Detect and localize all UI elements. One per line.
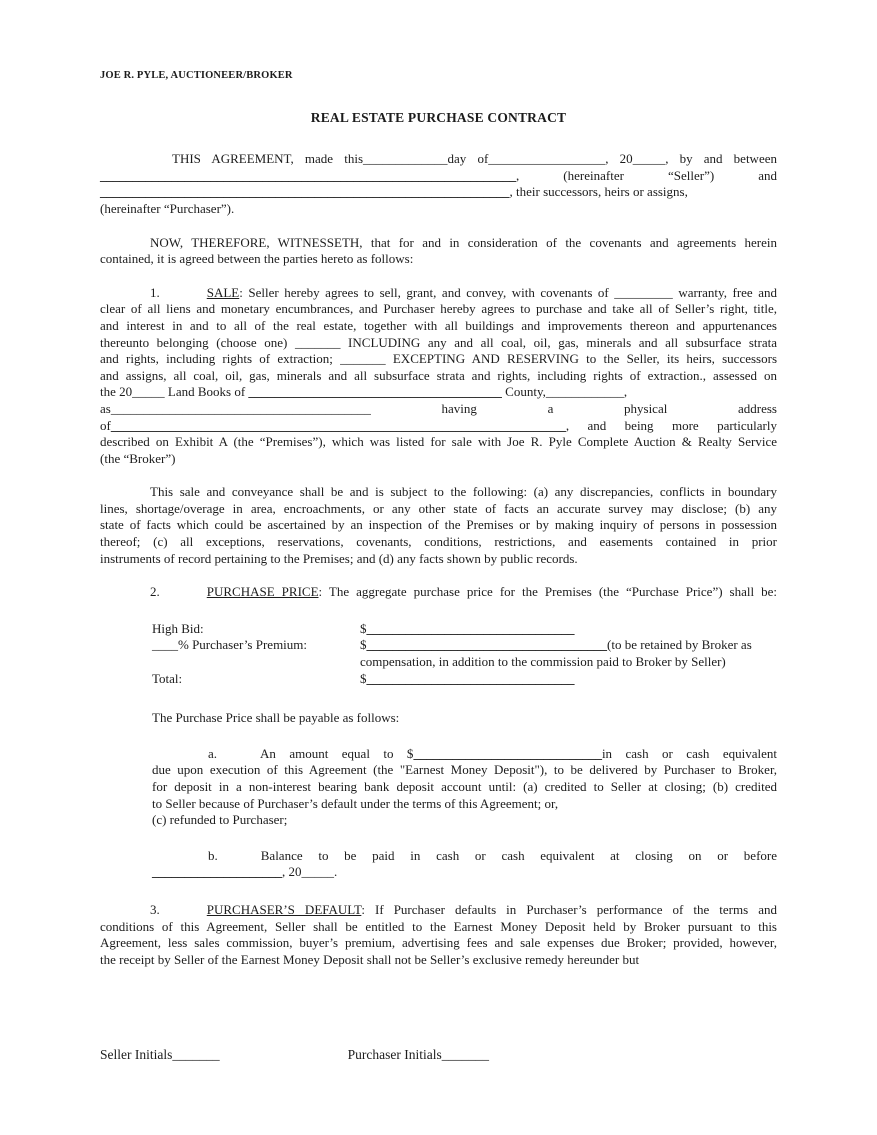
blank-choice-excepting: _______ <box>340 351 386 367</box>
text-run: compensation, in addition to the commission paid to Broker by Seller) <box>360 654 726 670</box>
text-line <box>100 351 777 368</box>
blank-seller-initials: _______ <box>172 1047 220 1062</box>
label-total: Total: <box>152 670 183 686</box>
text-run: . <box>334 864 338 880</box>
text-run: , by and between <box>665 151 777 167</box>
text-run: $ <box>360 670 367 686</box>
text-run: An amount equal to $ <box>260 745 414 761</box>
blank-high-bid-amount: ________________________________ <box>366 620 575 636</box>
initials-footer <box>100 1047 777 1064</box>
text-line <box>100 418 777 435</box>
blank-assessed-as: ________________________________________ <box>110 400 371 416</box>
text-run: thereof; (c) all exceptions, reservations, covenants, conditions, restrictions, and easements contained in prior <box>100 534 777 550</box>
list-letter: a. <box>208 745 218 761</box>
text-run: as <box>100 400 111 416</box>
text-line <box>152 864 777 881</box>
text-line <box>100 168 777 185</box>
text-line <box>100 434 777 451</box>
text-line <box>100 151 777 168</box>
text-run: of <box>100 417 111 433</box>
text-run: lines, shortage/overage in area, encroachments, or any other state of facts an accurate survey may disclose; (b) any <box>100 500 777 516</box>
text-line <box>100 235 777 252</box>
text-run: $ <box>360 620 367 636</box>
text-run: clear of all liens and monetary encumbrances, and Purchaser hereby agrees to purchase and take all of Seller’s right, title, <box>100 301 777 317</box>
section-heading: SALE <box>206 284 240 300</box>
blank-physical-address: ______________________________________________________________________ <box>110 417 566 433</box>
text-line <box>100 368 777 385</box>
text-line <box>152 812 777 829</box>
text-run: having a physical address <box>370 400 777 416</box>
text-line <box>152 621 777 638</box>
text-line <box>100 451 777 468</box>
blank-seller-name: ________________________________________________________________ <box>100 167 516 183</box>
text-line <box>100 551 777 568</box>
text-run: to Seller because of Purchaser’s default under the terms of this Agreement; or, <box>152 795 559 811</box>
section-3-purchasers-default <box>100 902 777 968</box>
tab-space <box>100 246 150 247</box>
page-content <box>100 68 777 968</box>
text-line <box>152 796 777 813</box>
blank-closing-year: _____ <box>301 864 334 880</box>
text-line <box>100 285 777 302</box>
blank-closing-date: ____________________ <box>152 864 282 880</box>
text-run: in cash or cash equivalent <box>601 745 777 761</box>
text-run: THIS AGREEMENT, made this <box>172 151 364 167</box>
text-line <box>100 584 777 601</box>
section-2-purchase-price <box>100 584 777 601</box>
paragraph-a-earnest-money <box>152 746 777 829</box>
tab-space <box>218 859 261 860</box>
text-run: contained, it is agreed between the parties hereto as follows: <box>100 251 414 267</box>
blank-year: _____ <box>632 151 666 167</box>
text-run: for deposit in a non-interest bearing bank deposit account until: (a) credited to Seller at closing; (b) credited <box>152 779 777 794</box>
text-line <box>100 952 777 969</box>
text-run: (c) refunded to Purchaser; <box>152 812 288 828</box>
blank-premium-amount: _____________________________________ <box>366 637 607 653</box>
blank-day: _____________ <box>363 151 448 167</box>
blank-land-books-year: _____ <box>132 384 165 400</box>
intro-agreement-paragraph <box>100 151 777 217</box>
text-run: This sale and conveyance shall be and is subject to the following: (a) any discrepancies, conflicts in boundary <box>150 484 777 500</box>
document-title: REAL ESTATE PURCHASE CONTRACT <box>310 109 567 125</box>
tab-space <box>100 296 150 297</box>
text-run: instruments of record pertaining to the Premises; and (d) any facts shown by public records. <box>100 550 578 566</box>
text-run: The Purchase Price shall be payable as follows: <box>152 710 400 726</box>
tab-space <box>100 162 172 163</box>
text-run: , and being more particularly <box>565 417 777 433</box>
blank-warranty-type: _________ <box>614 284 673 300</box>
text-line <box>100 501 777 518</box>
text-line <box>152 779 777 796</box>
text-line <box>100 301 777 318</box>
tab-space <box>217 757 260 758</box>
text-line <box>100 201 777 218</box>
section-number: 1. <box>150 284 160 300</box>
text-run: , 20 <box>605 151 633 167</box>
blank-choice-including: _______ <box>294 334 341 350</box>
text-line <box>152 746 777 763</box>
text-run: the 20 <box>100 384 133 400</box>
text-line <box>152 848 777 865</box>
text-line <box>152 637 777 654</box>
text-run: and rights, including rights of extraction; <box>100 351 341 367</box>
text-line <box>100 534 777 551</box>
text-run: warranty, free and <box>672 284 778 300</box>
paragraph-b-balance <box>152 848 777 881</box>
text-run: , 20 <box>282 864 302 880</box>
text-run: the receipt by Seller of the Earnest Money Deposit shall not be Seller’s exclusive remedy hereunder but <box>100 951 640 967</box>
text-run: (the “Broker”) <box>100 450 176 466</box>
purchase-price-table <box>152 621 777 687</box>
tab-space <box>100 595 150 596</box>
tab-space <box>160 913 207 914</box>
blank-earnest-money-amount: _____________________________ <box>413 745 602 761</box>
text-run: thereunto belonging (choose one) <box>100 334 295 350</box>
text-run: (to be retained by Broker as <box>607 637 752 653</box>
broker-header: JOE R. PYLE, AUCTIONEER/BROKER <box>100 70 293 81</box>
text-line <box>100 335 777 352</box>
list-letter: b. <box>208 847 218 863</box>
text-line <box>100 401 777 418</box>
purchase-price-payable-line <box>152 710 777 727</box>
section-number: 3. <box>150 901 160 917</box>
text-line <box>100 251 777 268</box>
text-run: Land Books of <box>164 384 249 400</box>
text-line <box>152 671 777 688</box>
text-run: : The aggregate purchase price for the Premises (the “Purchase Price”) shall be: <box>318 584 777 600</box>
blank-purchaser-initials: _______ <box>441 1047 489 1062</box>
section-1-sale <box>100 285 777 468</box>
tab-space <box>160 595 207 596</box>
footer-gap <box>220 1058 348 1059</box>
purchaser-initials-label: Purchaser Initials <box>347 1047 442 1062</box>
text-line <box>100 484 777 501</box>
text-line <box>100 318 777 335</box>
tab-space <box>100 913 150 914</box>
blank-month: __________________ <box>488 151 606 167</box>
text-line <box>100 902 777 919</box>
text-run: state of facts which could be ascertained by an inspection of the Premises or by making inquiry of persons in possession <box>100 517 777 533</box>
tab-space <box>152 859 208 860</box>
text-run: described on Exhibit A (the “Premises”), which was listed for sale with Joe R. Pyle Complete Auction & Realty Service <box>100 434 777 450</box>
seller-initials-label: Seller Initials <box>100 1047 173 1062</box>
section-heading: PURCHASE PRICE <box>206 584 319 600</box>
label-high-bid: High Bid: <box>152 620 204 636</box>
label-purchasers-premium: ____% Purchaser’s Premium: <box>152 637 308 653</box>
text-run: and assigns, all coal, oil, gas, minerals and all subsurface strata and rights, including rights of extraction., assessed on <box>100 367 777 383</box>
text-run: , <box>623 384 628 400</box>
text-run: , (hereinafter “Seller”) and <box>516 167 777 183</box>
text-line <box>100 384 777 401</box>
text-line <box>152 762 777 779</box>
text-run: Agreement, less sales commission, buyer’s premium, advertising fees and sale expenses due Broker; provided, however, <box>100 935 777 951</box>
text-run: $ <box>360 637 367 653</box>
section-heading: PURCHASER’S DEFAULT <box>206 901 362 917</box>
text-run: conditions of this Agreement, Seller shall be entitled to the Earnest Money Deposit held by Broker pursuant to this <box>100 918 777 934</box>
tab-space <box>160 296 207 297</box>
tab-space <box>100 495 150 496</box>
blank-purchaser-name: _______________________________________________________________ <box>100 184 510 200</box>
text-line <box>100 935 777 952</box>
now-therefore-paragraph <box>100 235 777 268</box>
text-line <box>152 654 777 671</box>
text-line <box>100 919 777 936</box>
blank-district: ____________ <box>545 384 624 400</box>
text-run: County, <box>501 384 546 400</box>
text-run: : Seller hereby agrees to sell, grant, and convey, with covenants of <box>239 284 615 300</box>
text-line <box>100 184 777 201</box>
text-run: NOW, THEREFORE, WITNESSETH, that for and in consideration of the covenants and agreements herein <box>150 234 777 250</box>
text-line <box>100 517 777 534</box>
text-run: : If Purchaser defaults in Purchaser’s performance of the terms and <box>361 901 777 917</box>
text-run: due upon execution of this Agreement (the "Earnest Money Deposit"), to be delivered by Purchaser to Broker, <box>152 762 777 778</box>
text-run: (hereinafter “Purchaser”). <box>100 200 235 216</box>
sale-conveyance-subject-paragraph <box>100 484 777 567</box>
text-run: and interest in and to all of the real estate, together with all buildings and improvements thereon and appurtenances <box>100 317 777 333</box>
blank-county-name: _______________________________________ <box>248 384 502 400</box>
text-run: day of <box>447 151 489 167</box>
text-run: , their successors, heirs or assigns, <box>509 184 688 200</box>
text-run: Balance to be paid in cash or cash equivalent at closing on or before <box>260 847 777 863</box>
text-run: INCLUDING any and all coal, oil, gas, minerals and all subsurface strata <box>340 334 777 350</box>
text-line <box>152 710 777 727</box>
tab-space <box>152 757 208 758</box>
section-number: 2. <box>150 584 160 600</box>
blank-total-amount: ________________________________ <box>366 670 575 686</box>
text-run: EXCEPTING AND RESERVING to the Seller, its heirs, successors <box>385 351 777 367</box>
contract-body <box>100 151 777 968</box>
